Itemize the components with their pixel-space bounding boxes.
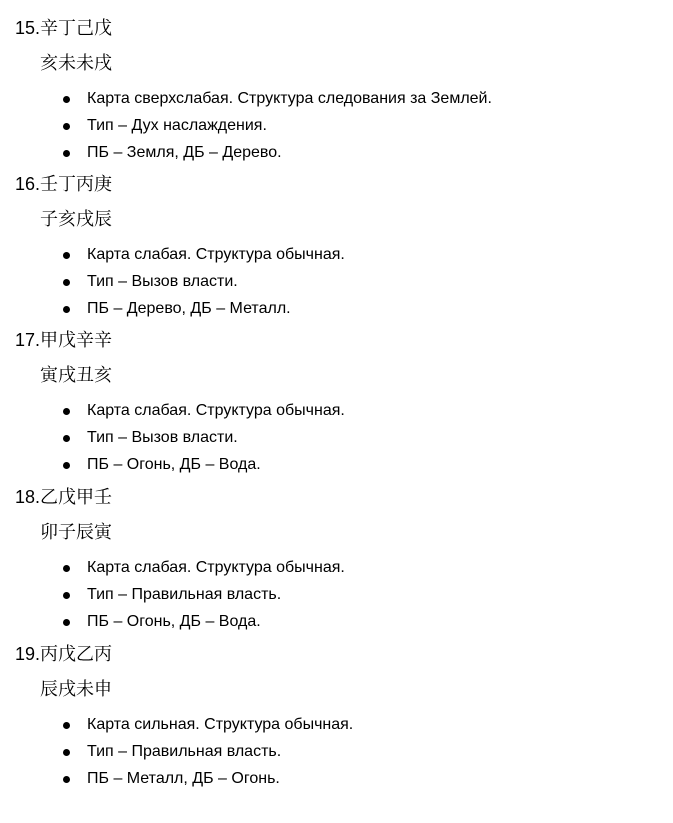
bullet-icon: [63, 776, 70, 783]
earthly-branches: 亥未未戌: [40, 53, 112, 74]
chart-entry-17: [0, 312, 673, 473]
list-item-text: Карта слабая. Структура обычная.: [87, 402, 345, 419]
heavenly-stems: 甲戊辛辛: [40, 330, 113, 351]
list-item-text: Карта сильная. Структура обычная.: [87, 716, 354, 733]
list-item-text: ПБ – Земля, ДБ – Дерево.: [87, 144, 282, 161]
earthly-branches: 卯子辰寅: [40, 522, 112, 543]
list-item-text: Тип – Дух наслаждения.: [87, 117, 267, 134]
bullet-icon: [63, 565, 70, 572]
chart-entry-19: [0, 626, 673, 787]
chart-entry-15: [0, 0, 673, 161]
earthly-branches: 寅戌丑亥: [40, 365, 112, 386]
list-item-text: ПБ – Дерево, ДБ – Металл.: [87, 300, 291, 317]
entry-heading: [15, 172, 112, 197]
bullet-icon: [63, 96, 70, 103]
entry-number: 18.: [15, 487, 41, 507]
list-item-text: Тип – Правильная власть.: [87, 743, 282, 760]
bullet-icon: [63, 279, 70, 286]
list-item-text: ПБ – Металл, ДБ – Огонь.: [87, 770, 280, 787]
list-item-text: Тип – Правильная власть.: [87, 586, 282, 603]
list-item-text: Карта слабая. Структура обычная.: [87, 559, 345, 576]
heavenly-stems: 丙戊乙丙: [40, 644, 113, 665]
list-item-text: Карта сверхслабая. Структура следования за Землей.: [87, 90, 492, 107]
entry-heading: [15, 328, 112, 353]
bullet-icon: [63, 408, 70, 415]
earthly-branches: 辰戌未申: [40, 679, 112, 700]
entry-heading: [15, 642, 112, 667]
heavenly-stems: 壬丁丙庚: [40, 174, 113, 195]
heavenly-stems: 辛丁己戊: [40, 18, 113, 39]
list-item-text: Карта слабая. Структура обычная.: [87, 246, 345, 263]
heavenly-stems: 乙戊甲壬: [40, 487, 113, 508]
chart-entry-16: [0, 156, 673, 317]
entry-number: 16.: [15, 174, 41, 194]
entry-number: 17.: [15, 330, 41, 350]
entry-heading: [15, 485, 112, 510]
bullet-icon: [63, 722, 70, 729]
bullet-icon: [63, 252, 70, 259]
bullet-icon: [63, 592, 70, 599]
bullet-icon: [63, 619, 70, 626]
chart-entry-18: [0, 469, 673, 630]
entry-heading: [15, 16, 112, 41]
list-item-text: ПБ – Огонь, ДБ – Вода.: [87, 613, 261, 630]
bullet-icon: [63, 123, 70, 130]
list-item-text: Тип – Вызов власти.: [87, 273, 238, 290]
bullet-icon: [63, 462, 70, 469]
entry-number: 19.: [15, 644, 41, 664]
list-item-text: Тип – Вызов власти.: [87, 429, 238, 446]
bullet-icon: [63, 435, 70, 442]
entry-number: 15.: [15, 18, 41, 38]
earthly-branches: 子亥戌辰: [40, 209, 112, 230]
list-item-text: ПБ – Огонь, ДБ – Вода.: [87, 456, 261, 473]
bullet-icon: [63, 749, 70, 756]
